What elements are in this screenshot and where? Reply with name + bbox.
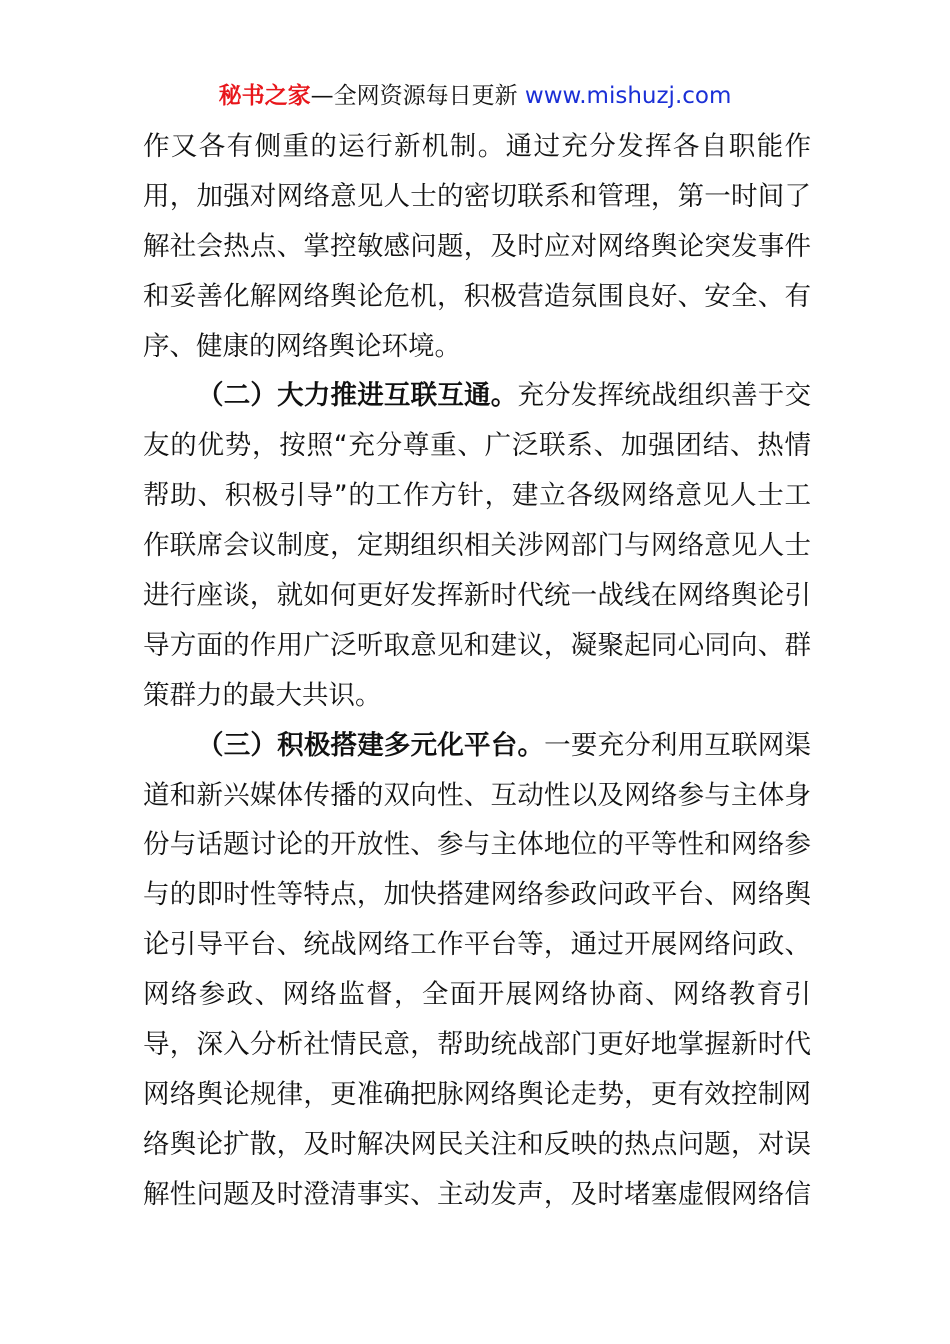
- site-brand: 秘书之家: [218, 83, 311, 109]
- text-line: 进行座谈，就如何更好发挥新时代统一战线在网络舆论引: [143, 580, 811, 612]
- text-line: 序、健康的网络舆论环境。: [143, 330, 461, 362]
- text-line: 与的即时性等特点，加快搭建网络参政问政平台、网络舆: [143, 879, 811, 911]
- paragraph-first-line: [143, 371, 811, 421]
- text-line: 导，深入分析社情民意，帮助统战部门更好地掌握新时代: [143, 1029, 811, 1061]
- text-line: 帮助、积极引导”的工作方针，建立各级网络意见人士工: [143, 480, 811, 512]
- site-header: [0, 80, 950, 112]
- text-line: 用，加强对网络意见人士的密切联系和管理，第一时间了: [143, 180, 811, 212]
- text-line: 解社会热点、掌控敏感问题，及时应对网络舆论突发事件: [143, 230, 811, 262]
- text-run: 一要充分利用互联网渠: [544, 729, 812, 761]
- text-line: 网络参政、网络监督，全面开展网络协商、网络教育引: [143, 979, 811, 1011]
- text-line: 友的优势，按照“充分尊重、广泛联系、加强团结、热情: [143, 430, 811, 462]
- section-heading: （三）积极搭建多元化平台。: [197, 729, 545, 761]
- text-line: 策群力的最大共识。: [143, 679, 382, 711]
- text-line: 网络舆论规律，更准确把脉网络舆论走势，更有效控制网: [143, 1078, 811, 1110]
- text-line: 作又各有侧重的运行新机制。通过充分发挥各自职能作: [143, 131, 811, 162]
- text-line: 和妥善化解网络舆论危机，积极营造氛围良好、安全、有: [143, 280, 811, 312]
- text-run: 充分发挥统战组织善于交: [517, 380, 812, 412]
- text-line: 份与话题讨论的开放性、参与主体地位的平等性和网络参: [143, 829, 811, 861]
- text-line: 道和新兴媒体传播的双向性、互动性以及网络参与主体身: [143, 779, 811, 811]
- site-tagline: —全网资源每日更新: [310, 83, 518, 109]
- section-heading: （二）大力推进互联互通。: [197, 380, 518, 412]
- document-body: [143, 122, 811, 1220]
- paragraph-first-line: [143, 721, 811, 771]
- text-line: 解性问题及时澄清事实、主动发声，及时堵塞虚假网络信: [143, 1178, 811, 1210]
- site-url-link[interactable]: www.mishuzj.com: [524, 83, 732, 109]
- text-line: 论引导平台、统战网络工作平台等，通过开展网络问政、: [143, 929, 811, 961]
- text-line: 络舆论扩散，及时解决网民关注和反映的热点问题，对误: [143, 1128, 811, 1160]
- text-line: 导方面的作用广泛听取意见和建议，凝聚起同心同向、群: [143, 629, 811, 661]
- text-line: 作联席会议制度，定期组织相关涉网部门与网络意见人士: [143, 530, 811, 562]
